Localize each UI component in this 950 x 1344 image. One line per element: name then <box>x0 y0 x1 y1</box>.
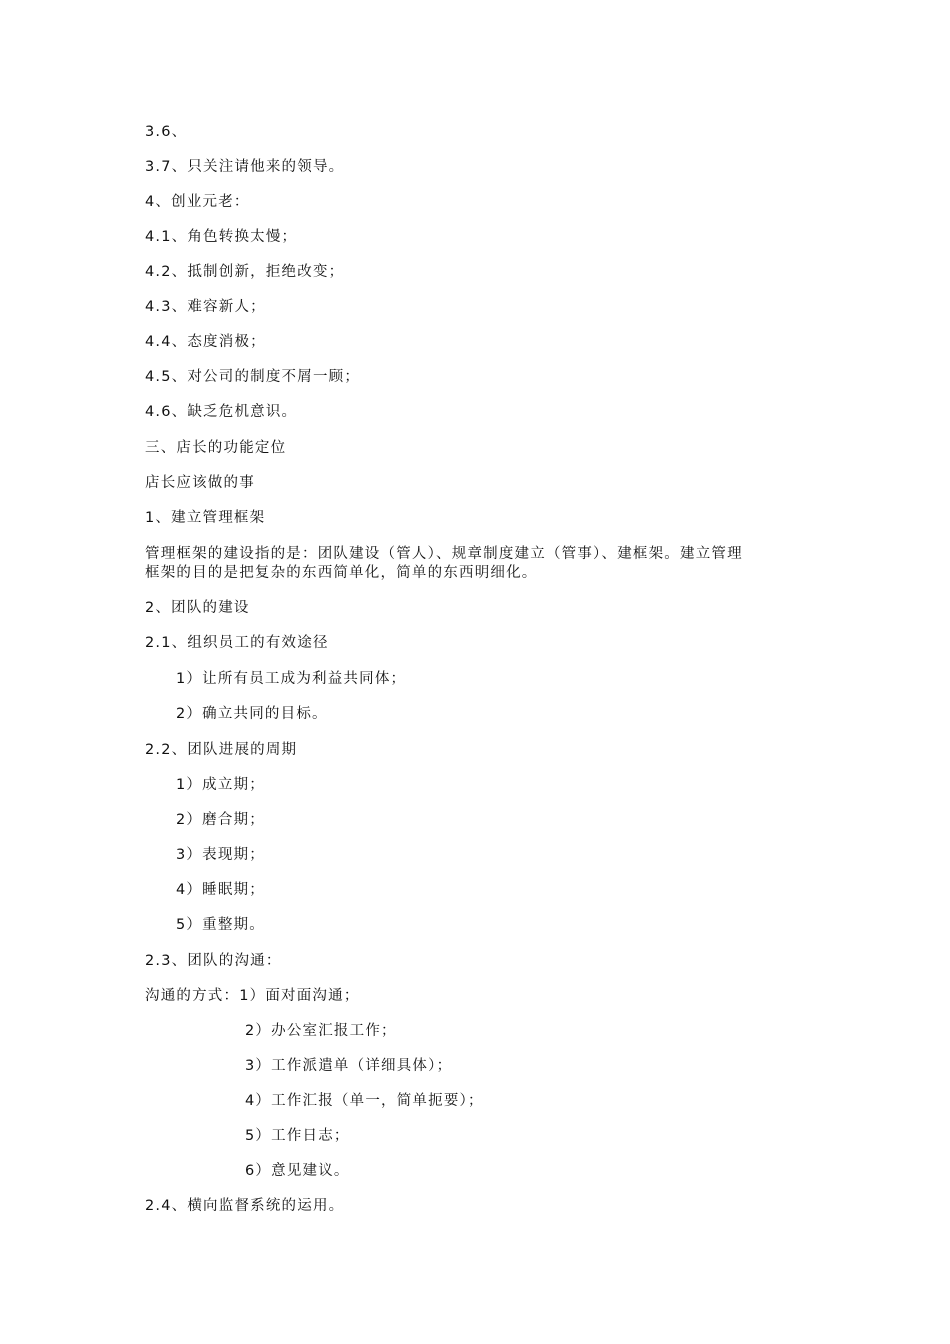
text-line: 2.1、组织员工的有效途径 <box>145 635 329 651</box>
list-item: 2）磨合期； <box>176 812 265 828</box>
paragraph <box>145 545 810 583</box>
section-heading: 1、建立管理框架 <box>145 510 266 526</box>
paragraph-line: 管理框架的建设指的是：团队建设（管人）、规章制度建立（管事）、建框架。建立管理 <box>145 546 743 562</box>
section-heading: 三、店长的功能定位 <box>145 440 287 456</box>
text-line: 2.4、横向监督系统的运用。 <box>145 1198 345 1214</box>
list-item: 5）重整期。 <box>176 917 265 933</box>
text-line: 4.4、态度消极； <box>145 334 266 350</box>
text-line: 沟通的方式：1）面对面沟通； <box>145 988 360 1004</box>
text-line: 4.6、缺乏危机意识。 <box>145 404 298 420</box>
text-line: 4.5、对公司的制度不屑一顾； <box>145 369 361 385</box>
list-item: 1）让所有员工成为利益共同体； <box>176 671 407 687</box>
section-heading: 4、创业元老： <box>145 194 250 210</box>
subheading: 店长应该做的事 <box>145 475 255 491</box>
text-line: 2.3、团队的沟通： <box>145 953 282 969</box>
text-line: 4.2、抵制创新，拒绝改变； <box>145 264 345 280</box>
list-item: 4）睡眠期； <box>176 882 265 898</box>
list-item: 5）工作日志； <box>245 1128 350 1144</box>
list-item: 3）工作派遣单（详细具体）； <box>245 1058 453 1074</box>
list-item: 2）确立共同的目标。 <box>176 706 328 722</box>
text-line: 4.1、角色转换太慢； <box>145 229 298 245</box>
list-item: 1）成立期； <box>176 777 265 793</box>
text-line: 2.2、团队进展的周期 <box>145 742 298 758</box>
list-item: 6）意见建议。 <box>245 1163 350 1179</box>
section-heading: 2、团队的建设 <box>145 600 250 616</box>
text-line: 3.6、 <box>145 124 188 140</box>
text-line: 3.7、只关注请他来的领导。 <box>145 159 345 175</box>
text-line: 4.3、难容新人； <box>145 299 266 315</box>
paragraph-line: 框架的目的是把复杂的东西简单化，简单的东西明细化。 <box>145 565 538 581</box>
list-item: 4）工作汇报（单一，简单扼要）； <box>245 1093 484 1109</box>
list-item: 3）表现期； <box>176 847 265 863</box>
list-item: 2）办公室汇报工作； <box>245 1023 397 1039</box>
